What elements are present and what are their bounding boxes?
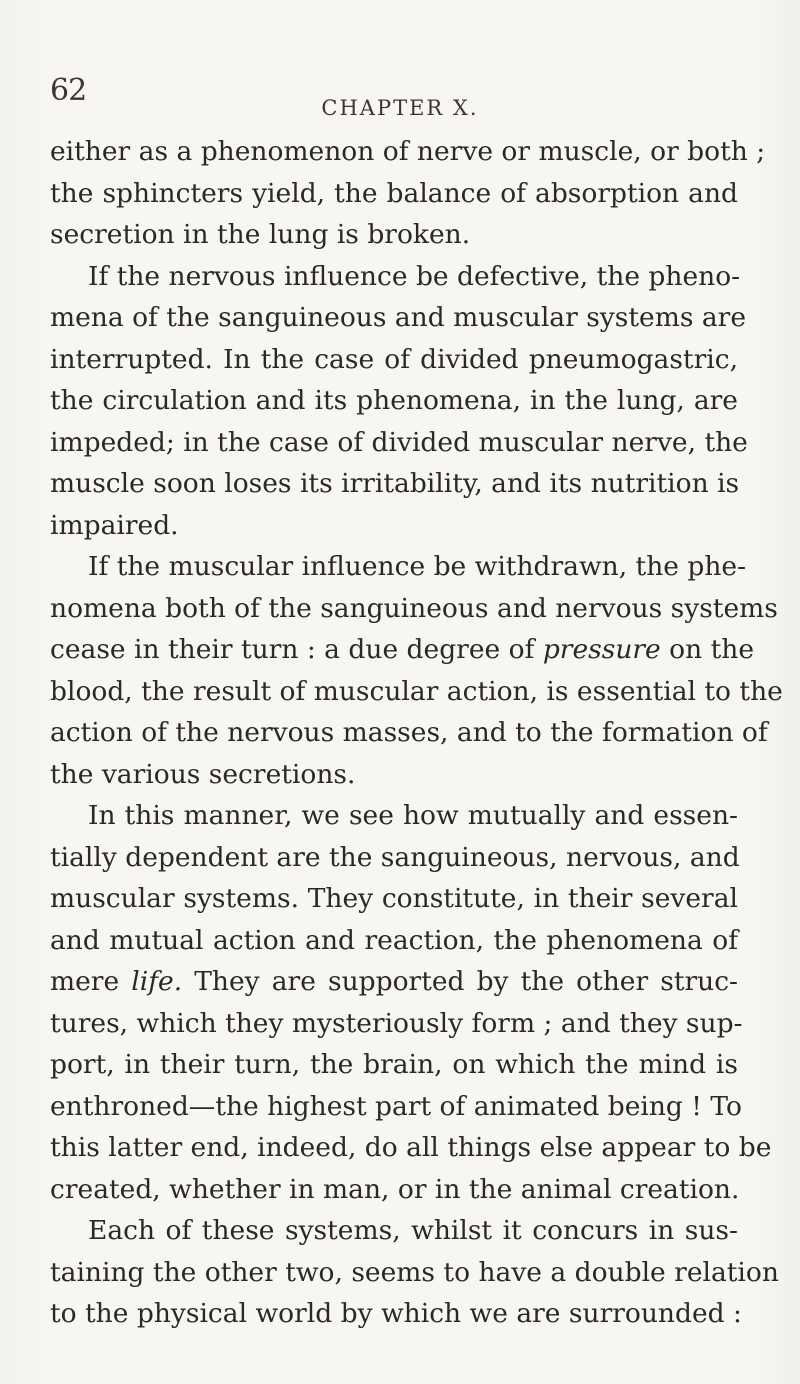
paragraph-5 bbox=[50, 1210, 779, 1335]
text-line: If the nervous influence be defective, the pheno- bbox=[88, 260, 741, 292]
paragraph-2 bbox=[50, 256, 748, 547]
text-line: muscular systems. They constitute, in their several bbox=[50, 883, 738, 914]
text-line: created, whether in man, or in the animal creation. bbox=[50, 1173, 740, 1205]
emphasis-pressure: pressure bbox=[542, 634, 661, 665]
paragraph-1 bbox=[50, 131, 766, 256]
text-line: In this manner, we see how mutually and essen- bbox=[88, 800, 738, 831]
text-line: the circulation and its phenomena, in the lung, are bbox=[50, 385, 738, 416]
text-line: impeded; in the case of divided muscular nerve, the bbox=[50, 426, 748, 458]
emphasis-life: life. bbox=[131, 966, 183, 997]
text-line: tially dependent are the sanguineous, nervous, and bbox=[50, 841, 740, 873]
text-line-with-emphasis bbox=[50, 961, 738, 1003]
text-line: interrupted. In the case of divided pneumogastric, bbox=[50, 343, 738, 375]
text-line: impaired. bbox=[50, 509, 179, 541]
text-line: taining the other two, seems to have a double relation bbox=[50, 1256, 779, 1288]
text-line: enthroned—the highest part of animated being ! To bbox=[50, 1090, 742, 1122]
text-line: the sphincters yield, the balance of absorption and bbox=[50, 177, 738, 209]
text-line: mena of the sanguineous and muscular systems are bbox=[50, 302, 747, 333]
paragraph-4 bbox=[50, 795, 772, 1210]
text-line: Each of these systems, whilst it concurs in sus- bbox=[88, 1215, 738, 1246]
text-line: tures, which they mysteriously form ; and they sup- bbox=[50, 1007, 743, 1039]
text-line: the various secretions. bbox=[50, 758, 356, 790]
text-line: to the physical world by which we are surrounded : bbox=[50, 1298, 742, 1329]
text-fragment: cease in their turn : a due degree of bbox=[50, 634, 543, 665]
text-line: action of the nervous masses, and to the formation of bbox=[50, 717, 768, 748]
text-line: blood, the result of muscular action, is essential to the bbox=[50, 675, 783, 707]
body-text bbox=[50, 131, 783, 1335]
text-line: secretion in the lung is broken. bbox=[50, 219, 471, 250]
text-line: nomena both of the sanguineous and nervous systems bbox=[50, 592, 778, 624]
text-line: If the muscular influence be withdrawn, the phe- bbox=[88, 551, 747, 582]
page-number: 62 bbox=[50, 73, 87, 108]
text-line: either as a phenomenon of nerve or muscle, or both ; bbox=[50, 136, 766, 167]
text-line-with-emphasis bbox=[50, 629, 755, 671]
text-line: muscle soon loses its irritability, and its nutrition is bbox=[50, 468, 740, 499]
text-fragment: mere bbox=[50, 966, 132, 997]
text-line: this latter end, indeed, do all things else appear to be bbox=[50, 1132, 772, 1163]
chapter-heading: CHAPTER X. bbox=[321, 96, 479, 120]
text-fragment: They are supported by the other struc- bbox=[182, 966, 738, 997]
text-line: port, in their turn, the brain, on which the mind is bbox=[50, 1049, 738, 1080]
text-line: and mutual action and reaction, the phenomena of bbox=[50, 924, 738, 956]
paragraph-3 bbox=[50, 546, 783, 795]
text-fragment: on the bbox=[660, 634, 755, 665]
